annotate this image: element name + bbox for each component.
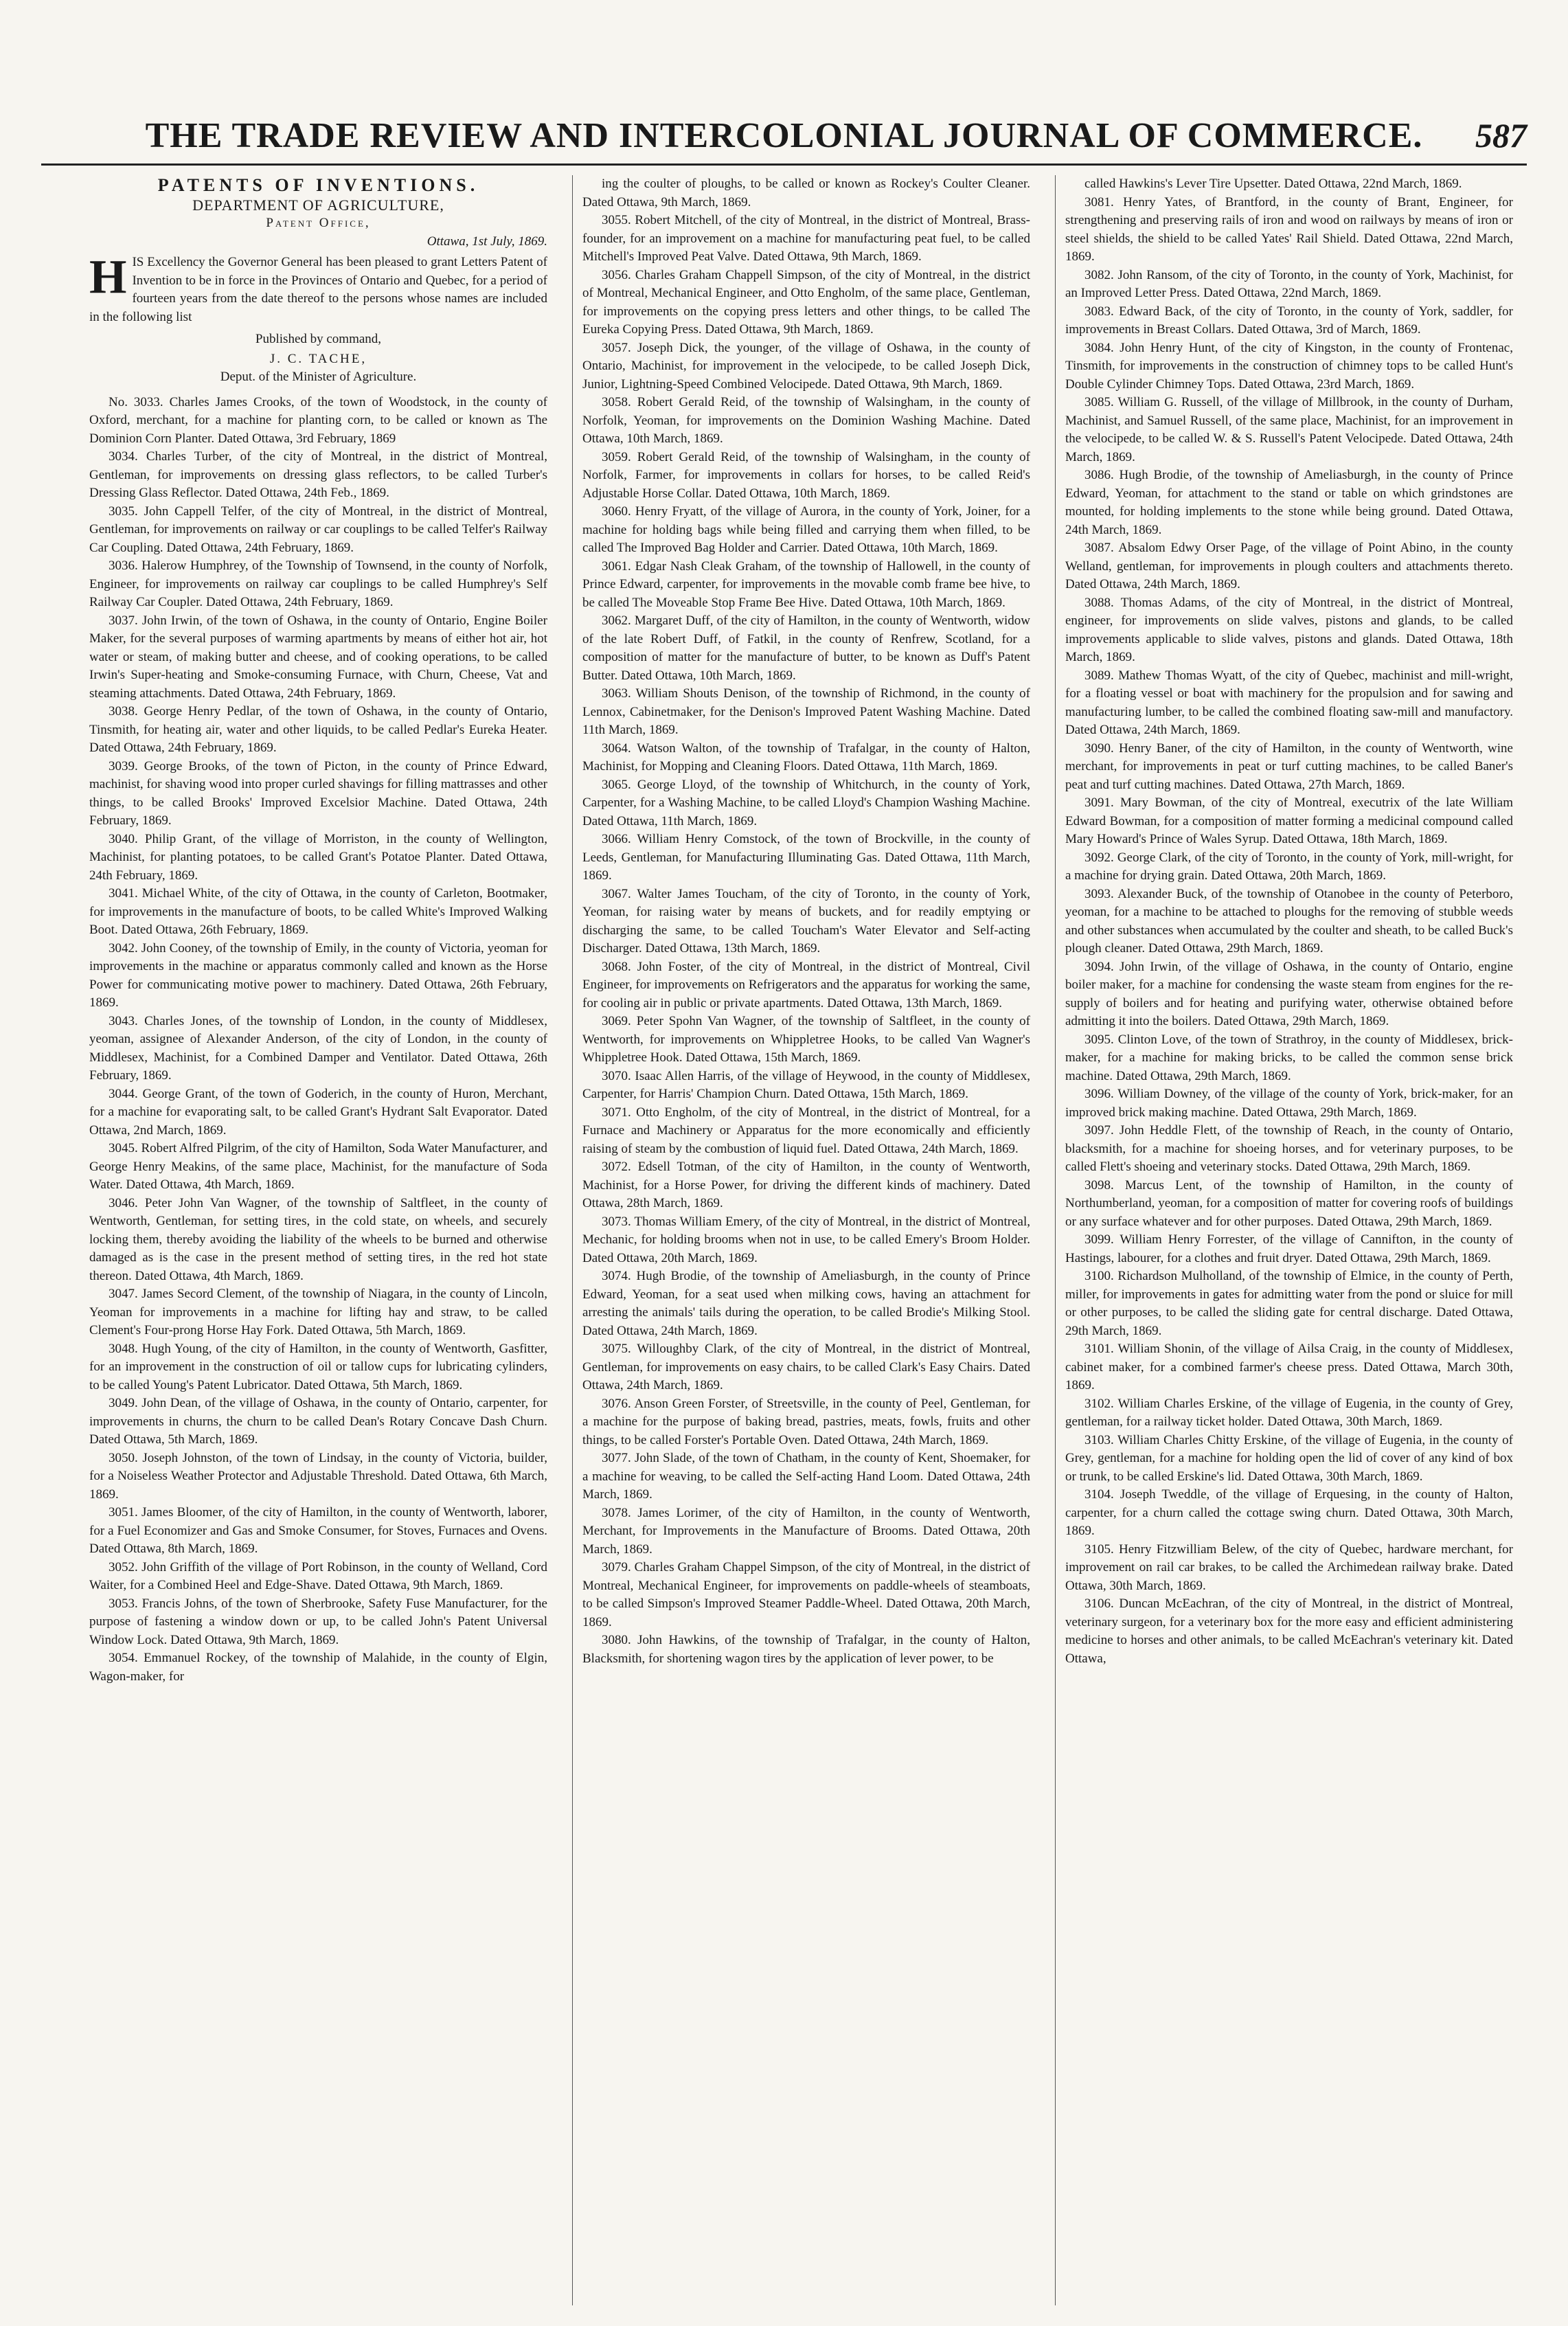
patent-entry: 3065. George Lloyd, of the township of Whitchurch, in the county of York, Carpenter, for a Washing Machine, to be called Lloyd's Champion Washing Machine. Dated Ottawa, 11th March, 1869. <box>582 777 1030 828</box>
notice-signatory-office: Deput. of the Minister of Agriculture. <box>220 370 417 384</box>
notice-signatory: J. C. TACHE, <box>269 351 367 366</box>
department-heading: DEPARTMENT OF AGRICULTURE, <box>192 196 444 214</box>
drop-cap: H <box>89 251 127 304</box>
patent-entry: 3069. Peter Spohn Van Wagner, of the township of Saltfleet, in the county of Wentworth, for improvements on Whippletree Hooks, to be called Van Wagner's Whippletree Hook. Dated Ottawa, 15th March, 1869. <box>582 1014 1030 1065</box>
patent-entry: 3092. George Clark, of the city of Toronto, in the county of York, mill-wright, for a machine for drying grain. Dated Ottawa, 20th March, 1869. <box>1065 850 1513 883</box>
patent-entry: 3053. Francis Johns, of the town of Sherbrooke, Safety Fuse Manufacturer, for the purpose of fastening a window down or up, to be called John's Patent Universal Window Lock. Dated Ottawa, 9th March, 1869. <box>89 1596 547 1647</box>
patent-entry: 3096. William Downey, of the village of the county of York, brick-maker, for an improved brick making machine. Dated Ottawa, 29th March, 1869. <box>1065 1087 1513 1120</box>
patent-entry: 3093. Alexander Buck, of the township of Otanobee in the county of Peterboro, yeoman, for a machine to be attached to ploughs for the removing of stubble weeds and other substances when accumulated by the coulter and sheath, to be called Buck's plough cleaner. Dated Ottawa, 29th March, 1869. <box>1065 886 1513 956</box>
patent-entry: 3075. Willoughby Clark, of the city of Montreal, in the district of Montreal, Gentleman, for improvements on easy chairs, to be called Clark's Easy Chairs. Dated Ottawa, 24th March, 1869. <box>582 1342 1030 1392</box>
patent-entries <box>89 394 547 1686</box>
patent-entry: 3104. Joseph Tweddle, of the village of Erquesing, in the county of Halton, carpenter, for a churn called the cottage swing churn. Dated Ottawa, 30th March, 1869. <box>1065 1487 1513 1538</box>
patent-entry: 3049. John Dean, of the village of Oshawa, in the county of Ontario, carpenter, for improvements in churns, the churn to be called Dean's Rotary Concave Dash Churn. Dated Ottawa, 5th March, 1869. <box>89 1396 547 1447</box>
patent-entry: 3090. Henry Baner, of the city of Hamilton, in the county of Wentworth, wine merchant, for improvements in peat or turf cutting machines, to be called Baner's peat and turf cutting machines. Dated Ottawa, 27th March, 1869. <box>1065 741 1513 792</box>
patent-entry: 3054. Emmanuel Rockey, of the township of Malahide, in the county of Elgin, Wagon-maker, for <box>89 1651 547 1684</box>
column-3 <box>1055 175 1513 2305</box>
column-2 <box>572 175 1030 2305</box>
patent-entry: 3091. Mary Bowman, of the city of Montreal, executrix of the late William Edward Bowman, for a composition of matter forming a medicinal compound called Mary Howard's Prince of Wales Syrup. Dated Ottawa, 18th March, 1869. <box>1065 795 1513 846</box>
patent-entry: 3077. John Slade, of the town of Chatham, in the county of Kent, Shoemaker, for a machine for weaving, to be called the Self-acting Hand Loom. Dated Ottawa, 24th March, 1869. <box>582 1451 1030 1502</box>
patent-entry: 3042. John Cooney, of the township of Emily, in the county of Victoria, yeoman for improvements in the machine or apparatus commonly called and known as the Horse Power for communicating motive power to machinery. Dated Ottawa, 26th February, 1869. <box>89 940 547 1010</box>
patent-entry: 3101. William Shonin, of the village of Ailsa Craig, in the county of Middlesex, cabinet maker, for a combined farmer's cheese press. Dated Ottawa, March 30th, 1869. <box>1065 1342 1513 1392</box>
patent-entry: 3106. Duncan McEachran, of the city of Montreal, in the district of Montreal, veterinary surgeon, for a veterinary box for the more easy and efficient administering medicine to horses and other animals, to be called McEachran's veterinary kit. Dated Ottawa, <box>1065 1596 1513 1666</box>
patent-entry: 3098. Marcus Lent, of the township of Hamilton, in the county of Northumberland, yeoman, for a composition of matter for covering roofs of buildings or any surface whatever and for other purposes. Dated Ottawa, 29th March, 1869. <box>1065 1177 1513 1229</box>
notice-byline: Published by command, <box>255 332 382 346</box>
patent-entry: 3073. Thomas William Emery, of the city of Montreal, in the district of Montreal, Mechanic, for holding brooms when not in use, to be called Emery's Broom Holder. Dated Ottawa, 20th March, 1869. <box>582 1214 1030 1265</box>
patent-entry: 3087. Absalom Edwy Orser Page, of the village of Point Abino, in the county Welland, gentleman, for improvements in plough coulters and attachments thereto. Dated Ottawa, 24th March, 1869. <box>1065 541 1513 591</box>
patent-entry: 3058. Robert Gerald Reid, of the township of Walsingham, in the county of Norfolk, Yeoman, for improvements on the Dominion Washing Machine. Dated Ottawa, 10th March, 1869. <box>582 395 1030 446</box>
patent-entry: 3034. Charles Turber, of the city of Montreal, in the district of Montreal, Gentleman, for improvements on dressing glass reflectors, to be called Turber's Dressing Glass Reflector. Dated Ottawa, 24th Feb., 1869. <box>89 449 547 500</box>
patent-entry: 3099. William Henry Forrester, of the village of Cannifton, in the county of Hastings, labourer, for a clothes and fruit dryer. Dated Ottawa, 29th March, 1869. <box>1065 1232 1513 1265</box>
patent-entry: 3051. James Bloomer, of the city of Hamilton, in the county of Wentworth, laborer, for a Fuel Economizer and Gas and Smoke Consumer, for Stoves, Furnaces and Ovens. Dated Ottawa, 8th March, 1869. <box>89 1505 547 1556</box>
patent-entry: 3081. Henry Yates, of Brantford, in the county of Brant, Engineer, for strengthening and preserving rails of iron and wood on railways by means of iron or steel shields, the shield to be called Yates' Rail Shield. Dated Ottawa, 22nd March, 1869. <box>1065 194 1513 264</box>
patent-entry: 3067. Walter James Toucham, of the city of Toronto, in the county of York, Yeoman, for raising water by means of buckets, and for readily emptying or discharging the same, to be called Toucham's Water Elevator and Self-acting Discharger. Dated Ottawa, 13th March, 1869. <box>582 886 1030 956</box>
patent-entry: 3064. Watson Walton, of the township of Trafalgar, in the county of Halton, Machinist, for Mopping and Cleaning Floors. Dated Ottawa, 11th March, 1869. <box>582 741 1030 774</box>
patent-entry: 3086. Hugh Brodie, of the township of Ameliasburgh, in the county of Prince Edward, Yeoman, for attachment to the stand or table on which grindstones are mounted, for holding implements to the stone while being ground. Dated Ottawa, 24th March, 1869. <box>1065 468 1513 537</box>
patent-entry: 3084. John Henry Hunt, of the city of Kingston, in the county of Frontenac, Tinsmith, for improvements in the construction of chimney tops to be called Hunt's Double Cylinder Chimney Tops. Dated Ottawa, 23rd March, 1869. <box>1065 340 1513 392</box>
patent-entry: 3060. Henry Fryatt, of the village of Aurora, in the county of York, Joiner, for a machine for holding bags while being filled and carrying them when filled, to be called The Improved Bag Holder and Carrier. Dated Ottawa, 10th March, 1869. <box>582 504 1030 555</box>
section-heading: PATENTS OF INVENTIONS. <box>157 175 479 195</box>
patent-entries <box>582 175 1030 1668</box>
patent-entry: 3062. Margaret Duff, of the city of Hamilton, in the county of Wentworth, widow of the late Robert Duff, of Fatkil, in the county of Renfrew, Scotland, for a composition of matter for the manufacture of butter, to be known as Duff's Patent Butter. Dated Ottawa, 10th March, 1869. <box>582 613 1030 683</box>
patent-entry: 3040. Philip Grant, of the village of Morriston, in the county of Wellington, Machinist, for planting potatoes, to be called Grant's Potatoe Planter. Dated Ottawa, 24th February, 1869. <box>89 831 547 883</box>
column-1 <box>89 175 547 2305</box>
patent-entry: No. 3033. Charles James Crooks, of the town of Woodstock, in the county of Oxford, merchant, for a machine for planting corn, to be called or known as The Dominion Corn Planter. Dated Ottawa, 3rd February, 1869 <box>89 394 547 446</box>
patent-entry: 3039. George Brooks, of the town of Picton, in the county of Prince Edward, machinist, for shaving wood into proper curled shavings for filling mattrasses and other things, to be called Brooks' Improved Excelsior Machine. Dated Ottawa, 24th February, 1869. <box>89 758 547 828</box>
patent-entry: 3070. Isaac Allen Harris, of the village of Heywood, in the county of Middlesex, Carpenter, for Harris' Champion Churn. Dated Ottawa, 15th March, 1869. <box>582 1068 1030 1101</box>
patent-entry: 3080. John Hawkins, of the township of Trafalgar, in the county of Halton, Blacksmith, for shortening wagon tires by the application of lever power, to be <box>582 1633 1030 1666</box>
page-number: 587 <box>1475 116 1527 155</box>
patent-entry: 3057. Joseph Dick, the younger, of the village of Oshawa, in the county of Ontario, Machinist, for improvement in the velocipede, to be called Joseph Dick, Junior, Lightning-Speed Combined Velocipede. Dated Ottawa, 9th March, 1869. <box>582 340 1030 392</box>
patent-entry: 3071. Otto Engholm, of the city of Montreal, in the district of Montreal, for a Furnace and Machinery or Apparatus for the more economically and efficiently raising of steam by the combustion of liquid fuel. Dated Ottawa, 24th March, 1869. <box>582 1105 1030 1156</box>
patent-entry: 3068. John Foster, of the city of Montreal, in the district of Montreal, Civil Engineer, for improvements on Refrigerators and the apparatus for working the same, for cooling air in public or private apartments. Dated Ottawa, 13th March, 1869. <box>582 959 1030 1010</box>
patent-entry: 3085. William G. Russell, of the village of Millbrook, in the county of Durham, Machinist, and Samuel Russell, of the same place, Machinist, for an improvement in the velocipede, to be called W. & S. Russell's Patent Velocipede. Dated Ottawa, 24th March, 1869. <box>1065 395 1513 464</box>
notice-body <box>89 253 547 326</box>
patent-entry: 3043. Charles Jones, of the township of London, in the county of Middlesex, yeoman, assignee of Alexander Anderson, of the city of London, in the county of Middlesex, Machinist, for a Combined Damper and Ventilator. Dated Ottawa, 26th February, 1869. <box>89 1013 547 1083</box>
patent-entry: 3078. James Lorimer, of the city of Hamilton, in the county of Wentworth, Merchant, for Improvements in the Manufacture of Brooms. Dated Ottawa, 20th March, 1869. <box>582 1505 1030 1557</box>
patent-entry: 3102. William Charles Erskine, of the village of Eugenia, in the county of Grey, gentleman, for a railway ticket holder. Dated Ottawa, 30th March, 1869. <box>1065 1396 1513 1429</box>
patent-entry: ing the coulter of ploughs, to be called or known as Rockey's Coulter Cleaner. Dated Ottawa, 9th March, 1869. <box>582 177 1030 210</box>
patent-entry: 3041. Michael White, of the city of Ottawa, in the county of Carleton, Bootmaker, for improvements in the manufacture of boots, to be called White's Improved Walking Boot. Dated Ottawa, 26th February, 1869. <box>89 886 547 937</box>
patent-entries <box>1065 175 1513 1668</box>
patent-entry: 3103. William Charles Chitty Erskine, of the village of Eugenia, in the county of Grey, gentleman, for a machine for holding open the lid of cover of any kind of box or trunk, to be called Erskine's lid. Dated Ottawa, 30th March, 1869. <box>1065 1432 1513 1484</box>
patent-entry: 3082. John Ransom, of the city of Toronto, in the county of York, Machinist, for an Improved Letter Press. Dated Ottawa, 22nd March, 1869. <box>1065 267 1513 300</box>
patent-entry: 3056. Charles Graham Chappell Simpson, of the city of Montreal, in the district of Montreal, Mechanical Engineer, and Otto Engholm, of the same place, Gentleman, for improvements on the copying press letters and other things, to be called The Eureka Copying Press. Dated Ottawa, 9th March, 1869. <box>582 267 1030 337</box>
patent-entry: 3072. Edsell Totman, of the city of Hamilton, in the county of Wentworth, Machinist, for a Horse Power, for driving the different kinds of machinery. Dated Ottawa, 28th March, 1869. <box>582 1160 1030 1210</box>
patent-entry: 3094. John Irwin, of the village of Oshawa, in the county of Ontario, engine boiler maker, for a machine for condensing the waste steam from engines for the re-supply of boilers and for heating and purifying water, otherwise obtained before admitting it into the boilers. Dated Ottawa, 29th March, 1869. <box>1065 959 1513 1028</box>
patent-entry: called Hawkins's Lever Tire Upsetter. Dated Ottawa, 22nd March, 1869. <box>1084 177 1462 191</box>
patent-entry: 3100. Richardson Mulholland, of the township of Elmice, in the county of Perth, miller, for improvements in gates for admitting water from the pond or sluice for mill or other purposes, to be called the sliding gate for central discharge. Dated Ottawa, 29th March, 1869. <box>1065 1269 1513 1338</box>
notice-body-text: IS Excellency the Governor General has been pleased to grant Letters Patent of Invention to be in force in the Provinces of Ontario and Quebec, for a period of fourteen years from the date thereof to the persons whose names are included in the following list <box>89 255 547 324</box>
patent-entry: 3044. George Grant, of the town of Goderich, in the county of Huron, Merchant, for a machine for evaporating salt, to be called Grant's Hydrant Salt Evaporator. Dated Ottawa, 2nd March, 1869. <box>89 1086 547 1138</box>
patent-entry: 3055. Robert Mitchell, of the city of Montreal, in the district of Montreal, Brass-founder, for an improvement on a machine for manufacturing peat fuel, to be called Mitchell's Improved Peat Valve. Dated Ottawa, 9th March, 1869. <box>582 213 1030 264</box>
patent-entry: 3079. Charles Graham Chappel Simpson, of the city of Montreal, in the district of Montreal, Mechanical Engineer, for improvements on paddle-wheels of steamboats, to be called Simpson's Improved Steamer Paddle-Wheel. Dated Ottawa, 20th March, 1869. <box>582 1560 1030 1629</box>
patent-entry: 3036. Halerow Humphrey, of the Township of Townsend, in the county of Norfolk, Engineer, for improvements on railway car couplings to be called Humphrey's Self Railway Car Coupler. Dated Ottawa, 24th February, 1869. <box>89 558 547 609</box>
patent-entry: 3066. William Henry Comstock, of the town of Brockville, in the county of Leeds, Gentleman, for Manufacturing Illuminating Gas. Dated Ottawa, 11th March, 1869. <box>582 832 1030 883</box>
patent-entry: 3048. Hugh Young, of the city of Hamilton, in the county of Wentworth, Gasfitter, for an improvement in the construction of oil or tallow cups for lubricating cylinders, to be called Young's Patent Lubricator. Dated Ottawa, 5th March, 1869. <box>89 1341 547 1392</box>
patent-entry: 3061. Edgar Nash Cleak Graham, of the township of Hallowell, in the county of Prince Edward, carpenter, for improvements in the movable comb frame bee hive, to be called The Moveable Stop Frame Bee Hive. Dated Ottawa, 10th March, 1869. <box>582 558 1030 610</box>
patent-entry: 3047. James Secord Clement, of the township of Niagara, in the county of Lincoln, Yeoman for improvements in a machine for lifting hay and straw, to be called Clement's Four-prong Horse Hay Fork. Dated Ottawa, 5th March, 1869. <box>89 1287 547 1337</box>
patent-entry: 3046. Peter John Van Wagner, of the township of Saltfleet, in the county of Wentworth, Gentleman, for setting tires, in the cold state, on wheels, and securely locking them, thereby avoiding the liability of the wheels to be burned and otherwise damaged as is the case in the present method of setting tires, in the red hot state thereon. Dated Ottawa, 4th March, 1869. <box>89 1195 547 1283</box>
patent-entry: 3095. Clinton Love, of the town of Strathroy, in the county of Middlesex, brick-maker, for a machine for making bricks, to be called the common sense brick machine. Dated Ottawa, 29th March, 1869. <box>1065 1032 1513 1083</box>
patent-entry: 3105. Henry Fitzwilliam Belew, of the city of Quebec, hardware merchant, for improvement on rail car brakes, to be called the Archimedean railway brake. Dated Ottawa, 30th March, 1869. <box>1065 1542 1513 1593</box>
journal-title: THE TRADE REVIEW AND INTERCOLONIAL JOURNAL OF COMMERCE. <box>145 116 1423 155</box>
patent-entry: 3063. William Shouts Denison, of the township of Richmond, in the county of Lennox, Cabinetmaker, for the Denison's Improved Patent Washing Machine. Dated 11th March, 1869. <box>582 686 1030 737</box>
text-columns <box>89 175 1513 2305</box>
patent-entry: 3074. Hugh Brodie, of the township of Ameliasburgh, in the county of Prince Edward, Yeoman, for a seat used when milking cows, having an attachment for arresting the animals' tails during the operation, to be called Brodie's Milking Stool. Dated Ottawa, 24th March, 1869. <box>582 1269 1030 1338</box>
patents-notice <box>89 177 547 387</box>
notice-dateline: Ottawa, 1st July, 1869. <box>427 234 547 249</box>
patent-entry: 3088. Thomas Adams, of the city of Montreal, in the district of Montreal, engineer, for improvements on slide valves, pistons and glands, to be called improvements applicable to slide valves, pistons and glands. Dated Ottawa, 18th March, 1869. <box>1065 595 1513 664</box>
patent-entry: 3035. John Cappell Telfer, of the city of Montreal, in the district of Montreal, Gentleman, for improvements on railway or car couplings to be called Telfer's Railway Car Coupling. Dated Ottawa, 24th February, 1869. <box>89 504 547 555</box>
patent-entry: 3038. George Henry Pedlar, of the town of Oshawa, in the county of Ontario, Tinsmith, for heating air, water and other liquids, to be called Pedlar's Eureka Heater. Dated Ottawa, 24th February, 1869. <box>89 704 547 755</box>
running-head <box>41 115 1527 166</box>
patent-entry: 3089. Mathew Thomas Wyatt, of the city of Quebec, machinist and mill-wright, for a floating vessel or boat with machinery for the propulsion and for sawing and manufacturing lumber, to be called the combined floating saw-mill and manufactory. Dated Ottawa, 24th March, 1869. <box>1065 668 1513 737</box>
patent-entry: 3037. John Irwin, of the town of Oshawa, in the county of Ontario, Engine Boiler Maker, for the several purposes of warming apartments by means of either hot air, hot water or steam, of making butter and cheese, and of cooking operations, to be called Irwin's Super-heating and Smoke-consuming Furnace, with Churn, Cheese, Vat and steaming attachments. Dated Ottawa, 24th February, 1869. <box>89 613 547 701</box>
patent-entry: 3083. Edward Back, of the city of Toronto, in the county of York, saddler, for improvements in Breast Collars. Dated Ottawa, 3rd of March, 1869. <box>1065 304 1513 337</box>
patent-entry: 3097. John Heddle Flett, of the township of Reach, in the county of Ontario, blacksmith, for a machine for shoeing horses, and for veterinary purposes, to be called Flett's shoeing and veterinary stocks. Dated Ottawa, 29th March, 1869. <box>1065 1123 1513 1174</box>
patent-entry: 3059. Robert Gerald Reid, of the township of Walsingham, in the county of Norfolk, Farmer, for improvements in collars for horses, to be called Reid's Adjustable Horse Collar. Dated Ottawa, 10th March, 1869. <box>582 449 1030 501</box>
patent-entry: 3076. Anson Green Forster, of Streetsville, in the county of Peel, Gentleman, for a machine for the purpose of baking bread, pastries, meats, fowls, fruits and other things, to be called Forster's Portable Oven. Dated Ottawa, 24th March, 1869. <box>582 1396 1030 1447</box>
office-heading: Patent Office, <box>266 216 371 230</box>
patent-entry: 3045. Robert Alfred Pilgrim, of the city of Hamilton, Soda Water Manufacturer, and George Henry Meakins, of the same place, Machinist, for the manufacture of Soda Water. Dated Ottawa, 4th March, 1869. <box>89 1141 547 1192</box>
patent-entry: 3052. John Griffith of the village of Port Robinson, in the county of Welland, Cord Waiter, for a Combined Heel and Edge-Shave. Dated Ottawa, 9th March, 1869. <box>89 1559 547 1592</box>
patent-entry: 3050. Joseph Johnston, of the town of Lindsay, in the county of Victoria, builder, for a Noiseless Weather Protector and Adjustable Threshold. Dated Ottawa, 6th March, 1869. <box>89 1450 547 1502</box>
